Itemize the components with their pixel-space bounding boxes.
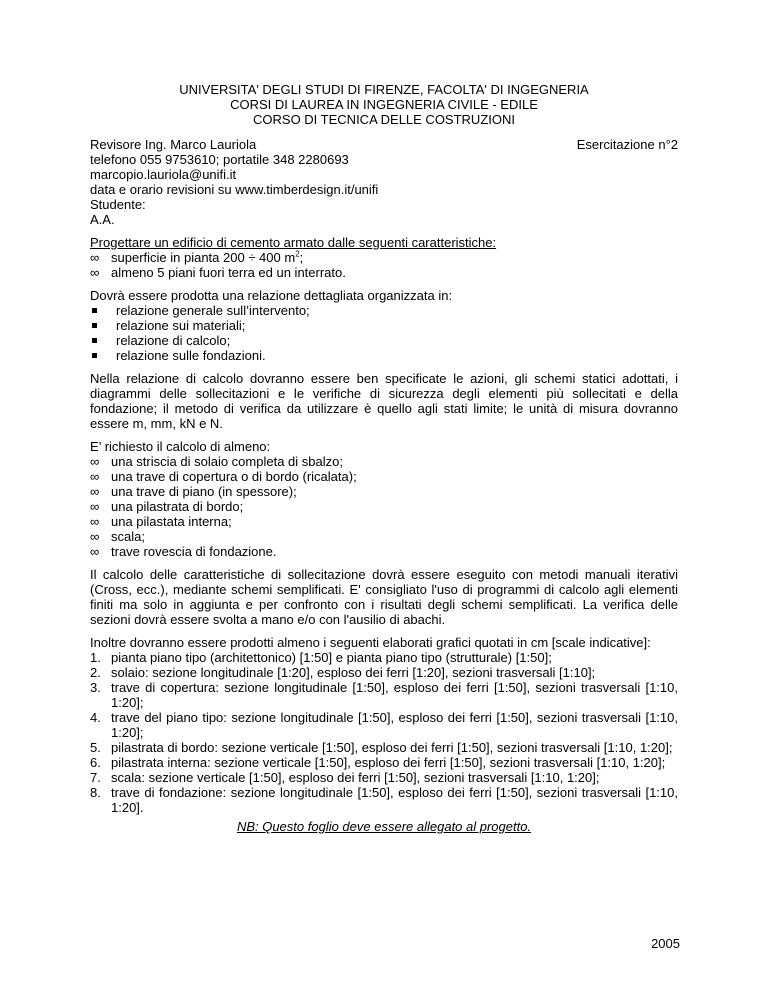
attachment-note: NB: Questo foglio deve essere allegato al progetto. [236,819,532,834]
requirement-item: ∞ almeno 5 piani fuori terra ed un interrato. [90,265,346,280]
header-degree: CORSI DI LAUREA IN INGEGNERIA CIVILE - EDILE [230,97,538,112]
required-item: ∞ una trave di piano (in spessore); [90,484,297,499]
required-intro: E’ richiesto il calcolo di almeno: [90,439,271,454]
infinity-bullet-icon: ∞ [90,469,100,484]
calc-paragraph: Nella relazione di calcolo dovranno essere ben specificate le azioni, gli schemi statici adottati, i diagrammi delle sollecitazioni e le verifiche di sicurezza degli elementi più sollecitati e della fondazione; il metodo di verifica da utilizzare è quello agli stati limite; le unità di misura dovranno essere m, mm, kN e N. [90,371,678,431]
required-section [90,439,678,559]
square-bullet-icon [92,308,97,313]
drawing-item: 7. scala: sezione verticale [1:50], esploso dei ferri [1:50], sezioni trasversali [1:10, 1:20]; [90,770,600,785]
square-bullet-icon [92,353,97,358]
method-paragraph: Il calcolo delle caratteristiche di sollecitazione dovrà essere eseguito con metodi manuali iterativi (Cross, ecc.), mediante schemi semplificati. E' consigliato l'uso di programmi di calcolo agli elementi finiti ma solo in aggiunta e per confronto con i risultati degli schemi semplificati. La verifica delle sezioni dovrà essere svolta a mano e/o con l'ausilio di abachi. [90,567,678,627]
required-item: ∞ scala; [90,529,145,544]
required-item: ∞ una pilastata interna; [90,514,232,529]
phone: telefono 055 9753610; portatile 348 2280693 [90,152,349,167]
infinity-bullet-icon: ∞ [90,484,100,499]
project-title: Progettare un edificio di cemento armato dalle seguenti caratteristiche: [90,235,497,250]
drawing-item: 1. pianta piano tipo (architettonico) [1:50] e pianta piano tipo (strutturale) [1:50]; [90,650,552,665]
document-year: 2005 [651,936,680,951]
student-label: Studente: [90,197,146,212]
review-schedule: data e orario revisioni su www.timberdesign.it/unifi [90,182,379,197]
email: marcopio.lauriola@unifi.it [90,167,237,182]
header-course: CORSO DI TECNICA DELLE COSTRUZIONI [253,112,515,127]
document-header [90,82,678,127]
infinity-bullet-icon: ∞ [90,250,100,265]
drawing-item: 4. trave del piano tipo: sezione longitudinale [1:50], esploso dei ferri [1:50], sezioni trasversali [1:10, 1:20]; [90,710,678,740]
report-section [90,288,678,363]
drawing-item: 8. trave di fondazione: sezione longitudinale [1:50], esploso dei ferri [1:50], sezioni trasversali [1:10, 1:20]. [90,785,678,815]
infinity-bullet-icon: ∞ [90,454,100,469]
header-university: UNIVERSITA' DEGLI STUDI DI FIRENZE, FACOLTA' DI INGEGNERIA [179,82,589,97]
square-bullet-icon [92,323,97,328]
drawing-item: 2. solaio: sezione longitudinale [1:20], esploso dei ferri [1:20], sezioni trasversali [1:10]; [90,665,596,680]
drawing-item: 5. pilastrata di bordo: sezione verticale [1:50], esploso dei ferri [1:50], sezioni trasversali [1:10, 1:20]; [90,740,673,755]
report-item: relazione sulle fondazioni. [90,348,678,363]
report-intro: Dovrà essere prodotta una relazione dettagliata organizzata in: [90,288,453,303]
infinity-bullet-icon: ∞ [90,514,100,529]
infinity-bullet-icon: ∞ [90,499,100,514]
info-block [90,137,678,227]
project-section [90,235,678,280]
drawings-intro: Inoltre dovranno essere prodotti almeno i seguenti elaborati grafici quotati in cm [scale indicative]: [90,635,651,650]
required-item: ∞ trave rovescia di fondazione. [90,544,277,559]
required-item: ∞ una striscia di solaio completa di sbalzo; [90,454,343,469]
report-item: relazione sui materiali; [90,318,678,333]
report-item: relazione generale sull’intervento; [90,303,678,318]
square-bullet-icon [92,338,97,343]
report-item: relazione di calcolo; [90,333,678,348]
student-name: A.A. [90,212,115,227]
drawing-item: 3. trave di copertura: sezione longitudinale [1:50], esploso dei ferri [1:50], sezioni trasversali [1:10, 1:20]; [90,680,678,710]
required-item: ∞ una trave di copertura o di bordo (ricalata); [90,469,357,484]
infinity-bullet-icon: ∞ [90,529,100,544]
document-page [90,82,678,834]
infinity-bullet-icon: ∞ [90,265,100,280]
reviewer: Revisore Ing. Marco Lauriola [90,137,257,152]
drawing-item: 6. pilastrata interna: sezione verticale [1:50], esploso dei ferri [1:50], sezioni trasversali [1:10, 1:20]; [90,755,666,770]
infinity-bullet-icon: ∞ [90,544,100,559]
exercise-number: Esercitazione n°2 [576,137,678,152]
drawings-section [90,635,678,815]
required-item: ∞ una pilastrata di bordo; [90,499,244,514]
requirement-item: ∞ superficie in pianta 200 ÷ 400 $m^2$; [90,249,304,265]
